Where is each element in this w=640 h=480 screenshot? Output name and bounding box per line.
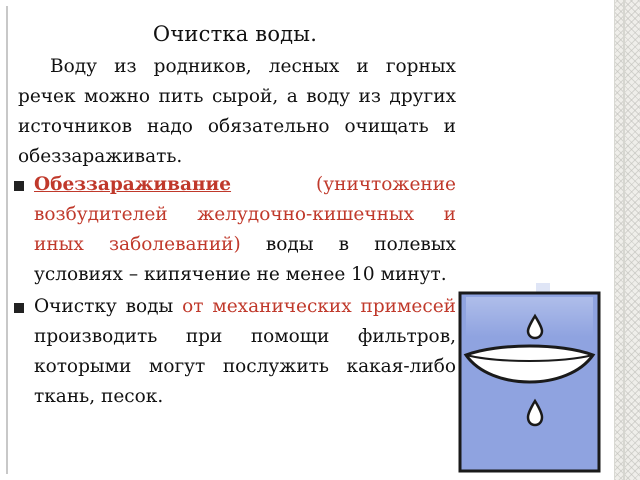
- bullet-disinfection: [14, 170, 456, 290]
- slide-title: Очистка воды.: [152, 22, 318, 46]
- filtration-lead: Очистку воды: [34, 296, 183, 317]
- disinfection-definition: (уничтожение возбудителей желудочно-кишечных и иных заболеваний): [34, 174, 456, 255]
- bullet-list: [14, 170, 456, 414]
- water-filter-icon: [458, 283, 601, 473]
- mechanical-impurities: от механических примесей: [182, 296, 456, 317]
- disinfection-method: воды в полевых условиях – кипячение не менее 10 минут.: [34, 234, 456, 285]
- left-border-line: [6, 6, 8, 474]
- filtration-method: производить при помощи фильтров, которыми могут послужить какая-либо ткань, песок.: [34, 326, 456, 407]
- bullet-marker-icon: [14, 181, 24, 191]
- bullet-marker-icon: [14, 303, 24, 313]
- term-disinfection: Обеззараживание: [34, 174, 232, 195]
- decorative-side-strip: [614, 0, 640, 480]
- intro-paragraph: Воду из родников, лесных и горных речек можно пить сырой, а воду из других источников надо обязательно очищать и обеззараживать.: [18, 56, 456, 167]
- bullet-filtration: [14, 292, 456, 412]
